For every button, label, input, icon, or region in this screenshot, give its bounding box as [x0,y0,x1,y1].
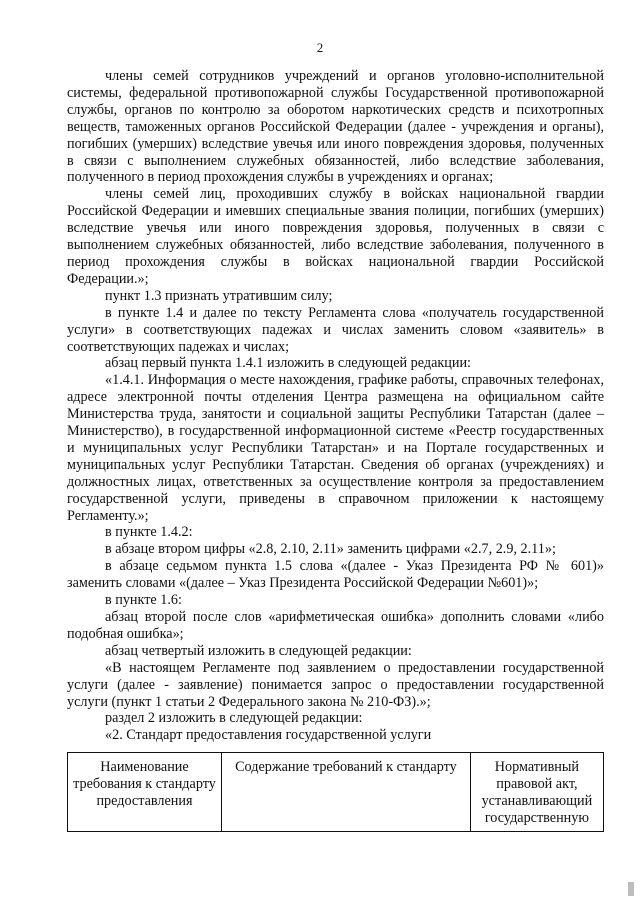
paragraph: члены семей лиц, проходивших службу в войсках национальной гвардии Российской Федерации и имевших специальные звания полиции, погибших (умерших) вследствие увечья или иного повреждения здоровья, полученных в связи с выполнением служебных обязанностей, либо вследствие заболевания, полученного в период прохождения службы в войсках национальной гвардии Российской Федерации.»; [67,186,604,287]
paragraph: «1.4.1. Информация о месте нахождения, графике работы, справочных телефонах, адресе электронной почты отделения Центра размещена на официальном сайте Министерства труда, занятости и социальной защиты Республики Татарстан (далее – Министерство), в государственной информационной системе «Реестр государственных и муниципальных услуг Республики Татарстан» и на Портале государственных и муниципальных услуг Республики Татарстан. Сведения об органах (учреждениях) и должностных лицах, ответственных за осуществление контроля за предоставлением государственной услуги, приведены в справочном приложении к настоящему Регламенту.»; [67,372,604,524]
table-header-cell: Нормативный правовой акт, устанавливающий государственную [470,753,603,832]
paragraph: раздел 2 изложить в следующей редакции: [105,710,363,727]
table-header-row [68,753,604,832]
document-body [67,68,604,744]
paragraph: в пункте 1.6: [105,592,182,609]
paragraph: абзац четвертый изложить в следующей редакции: [105,642,412,659]
paragraph: в абзаце втором цифры «2.8, 2.10, 2.11» заменить цифрами «2.7, 2.9, 2.11»; [105,541,556,558]
paragraph: в пункте 1.4 и далее по тексту Регламента слова «получатель государственной услуги» в соответствующих падежах и числах заменить словом «заявитель» в соответствующих падежах и числах; [67,304,604,355]
table-header-cell: Наименование требования к стандарту предоставления [68,753,222,832]
paragraph: в пункте 1.4.2: [105,524,193,541]
paragraph: пункт 1.3 признать утратившим силу; [105,287,333,304]
paragraph: в абзаце седьмом пункта 1.5 слова «(далее - Указ Президента РФ № 601)» заменить словами «(далее – Указ Президента Российской Федерации №601)»; [67,558,604,592]
paragraph: члены семей сотрудников учреждений и органов уголовно-исполнительной системы, федеральной противопожарной службы Государственной противопожарной службы, органов по контролю за оборотом наркотических средств и психотропных веществ, таможенных органов Российской Федерации (далее - учреждения и органы), погибших (умерших) вследствие увечья или иного повреждения здоровья, полученных в связи с выполнением служебных обязанностей, либо вследствие заболевания, полученного в период прохождения службы в учреждениях и органах; [67,68,604,186]
paragraph: «В настоящем Регламенте под заявлением о предоставлении государственной услуги (далее - заявление) понимается запрос о предоставлении государственной услуги (пункт 1 статьи 2 Федерального закона № 210-ФЗ).»; [67,659,604,710]
paragraph: абзац второй после слов «арифметическая ошибка» дополнить словами «либо подобная ошибка»; [67,609,604,642]
section-heading: «2. Стандарт предоставления государственной услуги [105,727,432,744]
standard-requirements-table [67,752,604,832]
page-number: 2 [316,40,324,55]
paragraph: абзац первый пункта 1.4.1 изложить в следующей редакции: [105,355,471,372]
scan-edge-mark [628,882,634,896]
table-header-cell: Содержание требований к стандарту [221,753,470,832]
